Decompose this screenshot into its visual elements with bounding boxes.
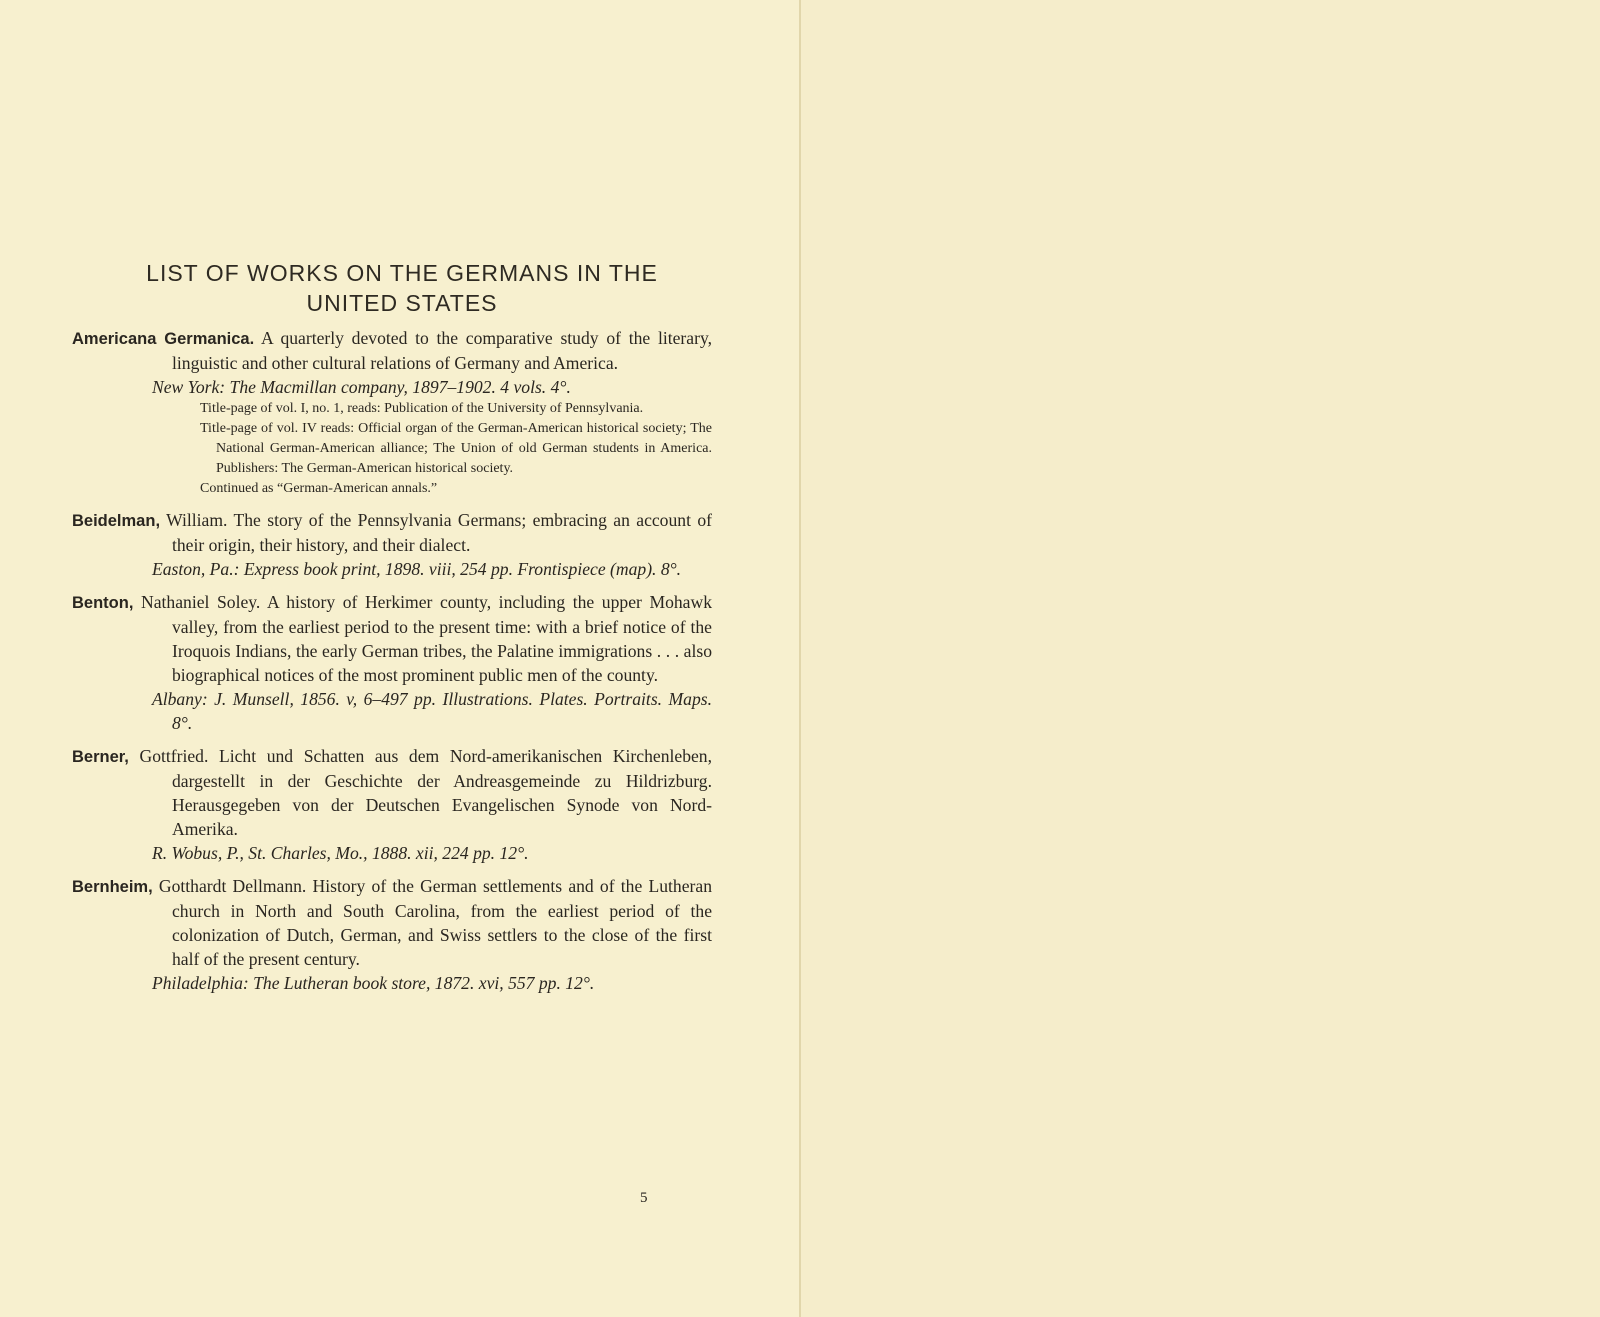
page-number-left: 5 [640, 1190, 648, 1206]
entry-imprint-block [72, 557, 712, 581]
entry-author: Berner, [72, 748, 129, 766]
entry-note: Title-page of vol. IV reads: Official organ of the German-American historical society; The National German-American alliance; The Union of old German students in America. Publishers: The German-American historical society. [200, 421, 712, 476]
title-line-1: LIST OF WORKS ON THE GERMANS IN THE [146, 260, 658, 286]
bibliography-entry [72, 590, 712, 735]
entry-author: Americana Germanica. [72, 330, 255, 348]
entry-note: Title-page of vol. I, no. 1, reads: Publication of the University of Pennsylvania. [200, 401, 644, 416]
entry-title: A quarterly devoted to the comparative study of the literary, linguistic and other cultural relations of Germany and America. [172, 328, 712, 373]
entry-imprint-block [72, 971, 712, 995]
entry-description [72, 874, 712, 971]
entry-imprint: New York: The Macmillan company, 1897–1902. 4 vols. 4°. [152, 377, 571, 397]
entry-title: William. The story of the Pennsylvania Germans; embracing an account of their origin, their history, and their dialect. [166, 510, 712, 555]
entry-title: Nathaniel Soley. A history of Herkimer county, including the upper Mohawk valley, from the earliest period to the present time: with a brief notice of the Iroquois Indians, the early German tribes, the Palatine immigrations . . . also biographical notices of the most prominent public men of the county. [141, 592, 712, 685]
entry-description [72, 326, 712, 375]
entry-author: Beidelman, [72, 512, 161, 530]
entry-note: Continued as “German-American annals.” [200, 481, 438, 496]
gutter-divider [799, 0, 801, 1317]
entry-description [72, 590, 712, 687]
bibliography-entry [72, 326, 712, 499]
entry-description [72, 744, 712, 841]
right-page [800, 0, 1600, 1317]
bibliography-entry [72, 874, 712, 995]
entry-author: Benton, [72, 594, 134, 612]
entry-imprint-block [72, 687, 712, 735]
entry-title: Gottfried. Licht und Schatten aus dem Nord-amerikanischen Kirchenleben, dargestellt in der Geschichte der Andreasgemeinde zu Hildrizburg. Herausgegeben von der Deutschen Evangelischen Synode von Nord-Amerika. [139, 746, 712, 839]
title-line-2: UNITED STATES [306, 290, 498, 316]
bibliography-entry [72, 508, 712, 581]
entry-imprint: Albany: J. Munsell, 1856. v, 6–497 pp. Illustrations. Plates. Portraits. Maps. 8°. [152, 689, 712, 733]
page-title [72, 258, 732, 318]
entry-imprint: Philadelphia: The Lutheran book store, 1872. xvi, 557 pp. 12°. [152, 973, 595, 993]
entry-imprint: R. Wobus, P., St. Charles, Mo., 1888. xii, 224 pp. 12°. [152, 843, 529, 863]
entry-description [72, 508, 712, 557]
entry-author: Bernheim, [72, 878, 153, 896]
entry-imprint: Easton, Pa.: Express book print, 1898. viii, 254 pp. Frontispiece (map). 8°. [152, 559, 682, 579]
entry-title: Gotthardt Dellmann. History of the German settlements and of the Lutheran church in North and South Carolina, from the earliest period of the colonization of Dutch, German, and Swiss settlers to the close of the first half of the present century. [158, 876, 712, 969]
entry-imprint-block [72, 841, 712, 865]
entry-imprint-block [72, 375, 712, 399]
bibliography-entry [72, 744, 712, 865]
entries-list-left [72, 326, 712, 1004]
